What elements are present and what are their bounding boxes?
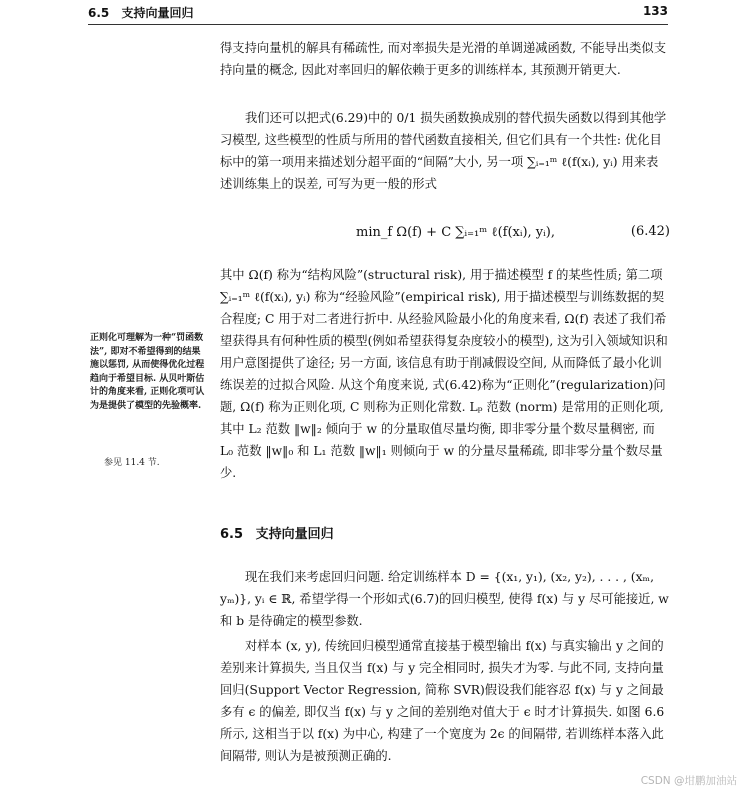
paragraph-svr: 对样本 (x, y), 传统回归模型通常直接基于模型输出 f(x) 与真实输出 y 之间的差别来计算损失, 当且仅当 f(x) 与 y 完全相同时, 损失才为零. 与此不同, 支持向量回归(Support Vector Regression, 简称 SVR)假设我们能容忍 f(x) 与 y 之间最多有 ϵ 的偏差, 即仅当 f(x) 与 y 之间的差别绝对值大于 ϵ 时才计算损失. 如图 6.6 所示, 这相当于以 f(x) 为中心, 构建了一个宽度为 2ϵ 的间隔带, 若训练样本落入此间隔带, 则认为是被预测正确的. [220, 639, 665, 763]
equation-formula: min_f Ω(f) + C ∑ᵢ₌₁ᵐ ℓ(f(xᵢ), yᵢ), [356, 225, 555, 240]
watermark: CSDN @坩鹏加油站 [640, 775, 737, 787]
margin-note-regularization: 正则化可理解为一种“罚函数法”, 即对不希望得到的结果施以惩罚, 从而使得优化过程趋向于希望目标. 从贝叶斯估计的角度来看, 正则化项可认为是提供了模型的先验概率. [90, 333, 205, 411]
section-heading-number: 6.5 [220, 527, 244, 542]
margin-note-reference: 参见 11.4 节. [104, 458, 160, 468]
page-number: 133 [642, 4, 668, 18]
paragraph-surrogate-loss: 我们还可以把式(6.29)中的 0/1 损失函数换成别的替代损失函数以得到其他学习模型, 这些模型的性质与所用的替代函数直接相关, 但它们具有一个共性: 优化目标中的第一项用来描述划分超平面的“间隔”大小, 另一项 ∑ᵢ₌₁ᵐ ℓ(f(xᵢ), yᵢ) 用来表述训练集上的误差, 可写为更一般的形式 [220, 111, 667, 191]
section-heading-title: 支持向量回归 [255, 527, 334, 542]
equation-6-42 [220, 214, 670, 254]
section-heading [220, 523, 670, 542]
paragraph-regression-problem: 现在我们来考虑回归问题. 给定训练样本 D = {(x₁, y₁), (x₂, y₂), . . . , (xₘ, yₘ)}, yᵢ ∈ ℝ, 希望学得一个形如式(6.7)的回归模型, 使得 f(x) 与 y 尽可能接近, w 和 b 是待确定的模型参数. [220, 570, 669, 628]
running-header [88, 4, 668, 25]
paragraph-regularization: 其中 Ω(f) 称为“结构风险”(structural risk), 用于描述模型 f 的某些性质; 第二项 ∑ᵢ₌₁ᵐ ℓ(f(xᵢ), yᵢ) 称为“经验风险”(empirical risk), 用于描述模型与训练数据的契合程度; C 用于对二者进行折中. 从经验风险最小化的角度来看, Ω(f) 表述了我们希望获得具有何种性质的模型(例如希望获得复杂度较小的模型), 这为引入领域知识和用户意图提供了途径; 另一方面, 该信息有助于削减假设空间, 从而降低了最小化训练误差的过拟合风险. 从这个角度来说, 式(6.42)称为“正则化”(regularization)问题, Ω(f) 称为正则化项, C 则称为正则化常数. Lₚ 范数 (norm) 是常用的正则化项, 其中 L₂ 范数 ‖w‖₂ 倾向于 w 的分量取值尽量均衡, 即非零分量个数尽量稠密, 而 L₀ 范数 ‖w‖₀ 和 L₁ 范数 ‖w‖₁ 则倾向于 w 的分量尽量稀疏, 即非零分量个数尽量少. [220, 268, 668, 480]
header-section-number: 6.5 [88, 6, 110, 20]
paragraph-continuation: 得支持向量机的解具有稀疏性, 而对率损失是光滑的单调递减函数, 不能导出类似支持向量的概念, 因此对率回归的解依赖于更多的训练样本, 其预测开销更大. [220, 41, 667, 77]
header-section-title: 支持向量回归 [121, 6, 194, 20]
equation-number: (6.42) [630, 224, 670, 239]
